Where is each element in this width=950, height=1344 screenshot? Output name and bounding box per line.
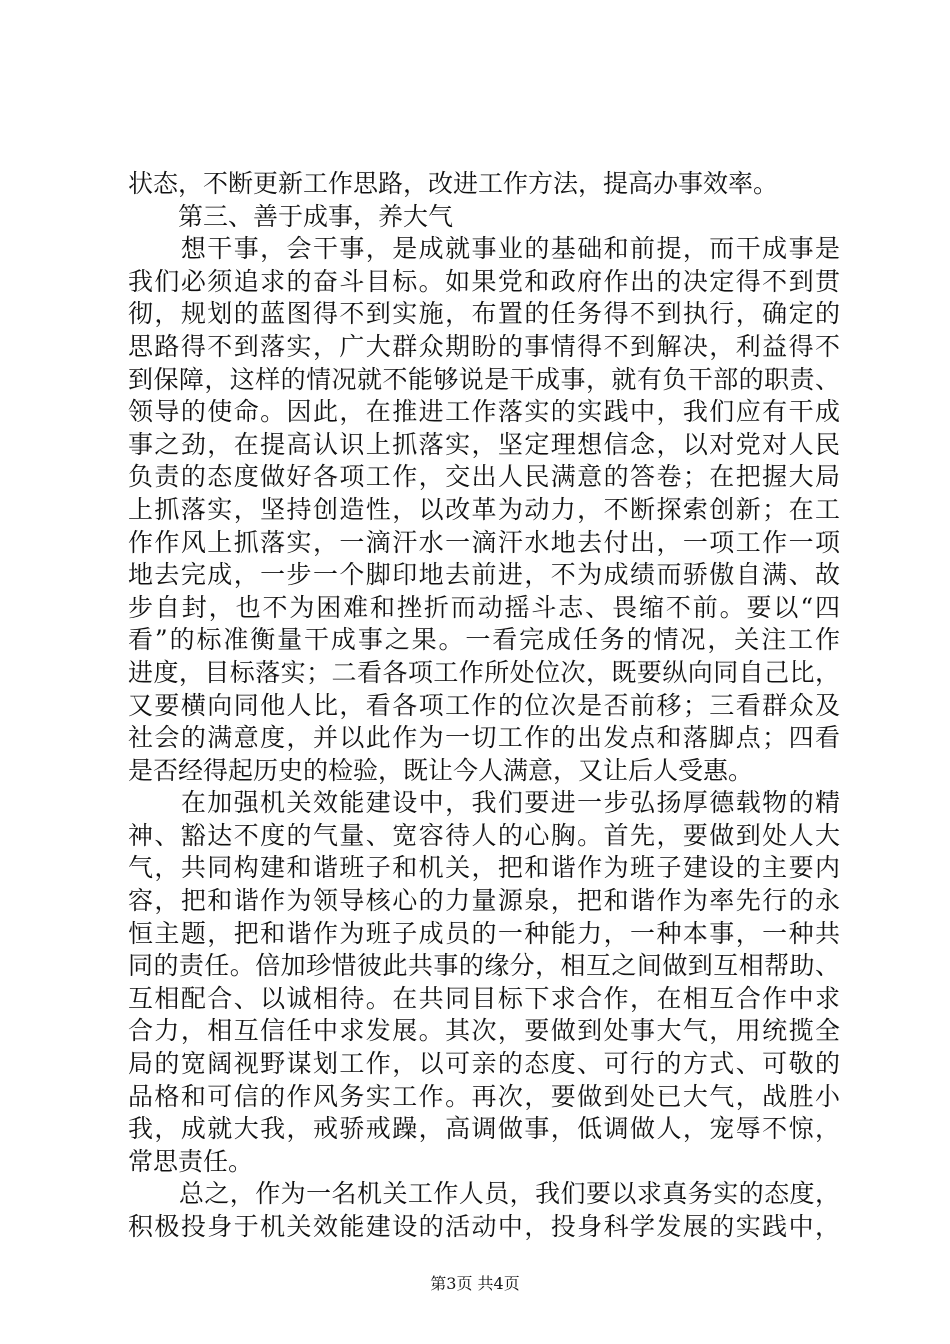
text-line: 气，共同构建和谐班子和机关，把和谐作为班子建设的主要内 bbox=[128, 853, 840, 883]
text-line: 负责的态度做好各项工作，交出人民满意的答卷；在把握大局 bbox=[128, 462, 840, 492]
text-line: 我们必须追求的奋斗目标。如果党和政府作出的决定得不到贯 bbox=[128, 266, 840, 296]
text-line: 看”的标准衡量干成事之果。一看完成任务的情况，关注工作 bbox=[128, 625, 840, 655]
text-line: 彻，规划的蓝图得不到实施，布置的任务得不到执行，确定的 bbox=[128, 299, 840, 329]
text-line: 同的责任。倍加珍惜彼此共事的缘分，相互之间做到互相帮助、 bbox=[128, 951, 840, 981]
text-line: 合力，相互信任中求发展。其次，要做到处事大气，用统揽全 bbox=[128, 1016, 840, 1046]
text-line: 事之劲，在提高认识上抓落实，坚定理想信念，以对党对人民 bbox=[128, 429, 840, 459]
text-line: 步自封，也不为困难和挫折而动摇斗志、畏缩不前。要以“四 bbox=[128, 592, 840, 622]
text-line: 社会的满意度，并以此作为一切工作的出发点和落脚点；四看 bbox=[128, 723, 840, 753]
text-line: 常思责任。 bbox=[128, 1146, 254, 1176]
text-line: 神、豁达不度的气量、宽容待人的心胸。首先，要做到处人大 bbox=[128, 820, 840, 850]
text-line: 积极投身于机关效能建设的活动中，投身科学发展的实践中， bbox=[128, 1212, 840, 1241]
text-line: 我，成就大我，戒骄戒躁，高调做事，低调做人，宠辱不惊， bbox=[128, 1114, 840, 1144]
text-line: 在加强机关效能建设中，我们要进一步弘扬厚德载物的精 bbox=[128, 788, 840, 818]
text-line: 又要横向同他人比，看各项工作的位次是否前移；三看群众及 bbox=[128, 690, 840, 720]
text-line: 进度，目标落实；二看各项工作所处位次，既要纵向同自己比， bbox=[128, 657, 840, 687]
document-body bbox=[128, 168, 840, 1244]
text-line: 总之，作为一名机关工作人员，我们要以求真务实的态度， bbox=[128, 1179, 840, 1209]
text-line: 容，把和谐作为领导核心的力量源泉，把和谐作为率先行的永 bbox=[128, 886, 840, 916]
text-line: 互相配合、以诚相待。在共同目标下求合作，在相互合作中求 bbox=[128, 983, 840, 1013]
text-line: 局的宽阔视野谋划工作，以可亲的态度、可行的方式、可敬的 bbox=[128, 1049, 840, 1079]
text-line: 品格和可信的作风务实工作。再次，要做到处已大气，战胜小 bbox=[128, 1081, 840, 1111]
text-line: 地去完成，一步一个脚印地去前进，不为成绩而骄傲自满、故 bbox=[128, 560, 840, 590]
text-line: 想干事，会干事，是成就事业的基础和前提，而干成事是 bbox=[128, 234, 840, 264]
text-line: 状态，不断更新工作思路，改进工作方法，提高办事效率。 bbox=[128, 169, 779, 198]
text-line: 是否经得起历史的检验，既让今人满意，又让后人受惠。 bbox=[128, 755, 754, 785]
text-line: 领导的使命。因此，在推进工作落实的实践中，我们应有干成 bbox=[128, 397, 840, 427]
page-footer: 第3页 共4页 bbox=[430, 1274, 520, 1293]
text-line: 上抓落实，坚持创造性，以改革为动力，不断探索创新；在工 bbox=[128, 494, 840, 524]
text-line: 思路得不到落实，广大群众期盼的事情得不到解决，利益得不 bbox=[128, 331, 840, 361]
text-line: 到保障，这样的情况就不能够说是干成事，就有负干部的职责、 bbox=[128, 364, 840, 394]
section-heading: 第三、善于成事，养大气 bbox=[128, 201, 454, 231]
text-line: 作作风上抓落实，一滴汗水一滴汗水地去付出，一项工作一项 bbox=[128, 527, 840, 557]
text-line: 恒主题，把和谐作为班子成员的一种能力，一种本事，一种共 bbox=[128, 918, 840, 948]
